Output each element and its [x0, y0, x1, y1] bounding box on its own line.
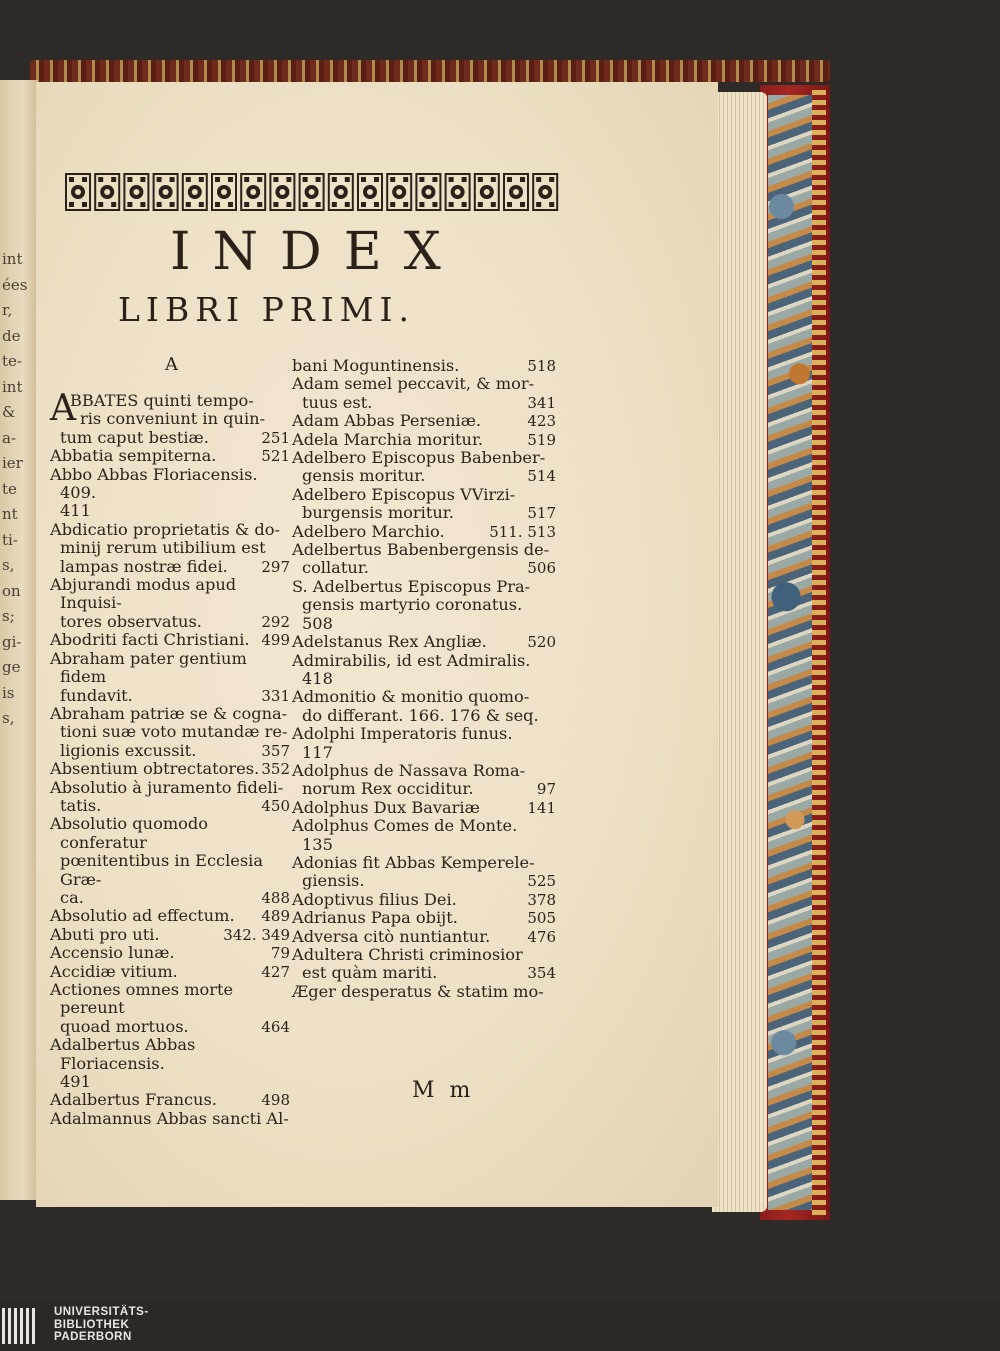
index-entry	[292, 725, 556, 762]
index-entry-page: 427	[261, 962, 290, 981]
index-entry-page: 357	[261, 741, 290, 760]
index-entry-text: Adolphus Comes de Monte. 135	[292, 816, 518, 854]
index-entry	[50, 650, 290, 705]
ornament-motif	[95, 174, 119, 210]
index-entry-page: 499	[261, 631, 290, 650]
left-margin-fragment: gi-	[2, 632, 22, 651]
index-entry-text: Absolutio à juramento fideli- tatis.	[50, 777, 284, 815]
index-entry	[50, 779, 290, 816]
index-entry-page: 517	[527, 504, 556, 523]
index-entry-text: Adoptivus filius Dei.	[292, 889, 457, 909]
index-entry	[292, 541, 556, 578]
index-entry-text: Adelbertus Babenbergensis de- collatur.	[292, 540, 550, 578]
left-margin-fragment: s,	[2, 556, 15, 574]
index-entry-text: Admonitio & monitio quomo- do differant. 166. 176 & seq.	[292, 687, 539, 725]
page-block-edges	[712, 92, 767, 1212]
left-margin-fragment: is	[2, 683, 15, 702]
index-entry-page: 342. 349	[223, 925, 290, 944]
index-entry-page: 520	[527, 633, 556, 652]
index-entry-text: Adalbertus Francus.	[50, 1090, 217, 1110]
left-margin-fragment: te	[2, 479, 17, 498]
index-entry	[50, 576, 290, 631]
page-title: INDEX	[170, 222, 463, 282]
index-entry	[292, 431, 556, 449]
ornament-motif	[183, 174, 207, 210]
index-entry-page: 354	[527, 964, 556, 983]
page-subtitle: LIBRI PRIMI.	[118, 290, 415, 329]
index-entry-text: Abbo Abbas Floriacensis. 409. 411	[50, 464, 258, 521]
left-margin-fragment: ées	[2, 275, 28, 294]
index-entry	[292, 854, 556, 891]
index-entry	[50, 1036, 290, 1091]
marbled-endpaper	[768, 95, 813, 1210]
index-entry	[50, 521, 290, 576]
index-entry-text: Adam Abbas Perseniæ.	[292, 411, 482, 431]
index-entry	[292, 523, 556, 541]
ornament-motif	[475, 174, 499, 210]
index-entry-page: 519	[527, 430, 556, 449]
index-entry-text: Adelbero Episcopus Babenber- gensis moritur.	[292, 448, 546, 486]
left-margin-fragment: &	[2, 403, 16, 421]
index-entry-page: 521	[261, 447, 290, 466]
ornament-motif	[241, 174, 265, 210]
index-entry	[50, 815, 290, 907]
left-facing-page	[0, 80, 38, 1200]
index-entry-page: 378	[527, 890, 556, 909]
index-entry-text: Adultera Christi criminosior est quàm mariti.	[292, 945, 523, 983]
index-entry-text: Æger desperatus & statim mo-	[292, 981, 544, 1001]
index-entry	[292, 633, 556, 651]
index-entry	[292, 486, 556, 523]
index-entry	[292, 652, 556, 689]
index-entry-text: Abbatia sempiterna.	[50, 446, 217, 466]
left-margin-fragment: te-	[2, 352, 22, 370]
index-entry	[292, 375, 556, 412]
left-margin-fragment: int	[2, 377, 23, 396]
ornament-motif	[300, 174, 324, 210]
index-entry	[50, 388, 290, 447]
index-entry	[50, 631, 290, 649]
library-footer	[0, 1300, 1000, 1351]
index-entry-page: 498	[261, 1091, 290, 1110]
index-column-right	[292, 357, 556, 1001]
left-margin-fragment: nt	[2, 505, 18, 523]
ornament-motif	[66, 174, 90, 210]
index-entry	[292, 799, 556, 817]
index-entry-page: 488	[261, 888, 290, 907]
index-entry-page: 489	[261, 907, 290, 926]
library-name-line-3: PADERBORN	[54, 1331, 132, 1343]
index-column-left	[50, 388, 290, 1128]
left-margin-fragment: s;	[2, 607, 15, 625]
index-entry-page: 518	[527, 357, 556, 375]
index-entry-page: 464	[261, 1017, 290, 1036]
left-margin-fragment: r,	[2, 301, 13, 319]
index-entry-page: 525	[527, 872, 556, 891]
index-entry-text: Accidiæ vitium.	[50, 961, 178, 981]
ornament-motif	[212, 174, 236, 210]
ornament-motif	[358, 174, 382, 210]
index-entry-page: 514	[527, 467, 556, 486]
left-margin-fragment: ge	[2, 658, 21, 676]
index-entry-text: BBATES quinti tempo- ris conveniunt in quin- tum caput bestiæ.	[60, 391, 266, 447]
index-entry-text: Abodriti facti Christiani.	[50, 630, 250, 650]
index-entry-page: 352	[261, 760, 290, 779]
index-entry	[292, 578, 556, 633]
index-entry-page: 97	[536, 780, 556, 799]
index-entry-text: Absentium obtrectatores.	[50, 759, 260, 779]
index-entry-text: Adolphi Imperatoris funus. 117	[292, 724, 513, 762]
index-entry	[292, 909, 556, 927]
ornament-motif	[329, 174, 353, 210]
index-entry	[50, 705, 290, 760]
index-entry	[292, 762, 556, 799]
index-entry	[292, 817, 556, 854]
index-entry-text: Adolphus Dux Bavariæ	[292, 797, 480, 817]
index-entry-text: Adversa citò nuntiantur.	[292, 926, 491, 946]
index-entry-page: 79	[270, 944, 290, 963]
gilt-border	[812, 90, 826, 1215]
index-entry-text: Adonias fit Abbas Kemperele- giensis.	[292, 852, 535, 891]
index-entry-text: Abraham patriæ se & cogna- tioni suæ voto mutandæ re- ligionis excussit.	[50, 703, 288, 760]
index-entry	[292, 449, 556, 486]
index-entry-page: 292	[261, 612, 290, 631]
index-entry-page: 251	[261, 428, 290, 447]
catchword: M m	[412, 1078, 475, 1103]
ornament-motif	[387, 174, 411, 210]
index-entry-text: Abraham pater gentium fidem fundavit.	[50, 648, 247, 705]
library-name-line-1: UNIVERSITÄTS-	[54, 1306, 149, 1318]
ornament-motif	[533, 174, 557, 210]
library-logo-icon	[0, 1306, 40, 1346]
left-margin-fragment: de	[2, 326, 21, 345]
index-entry-page: 341	[527, 393, 556, 412]
left-margin-fragment: int	[2, 250, 23, 268]
left-margin-fragment: on	[2, 581, 21, 600]
left-margin-fragment: s,	[2, 709, 15, 727]
index-entry	[292, 891, 556, 909]
index-entry-text: Adelbero Marchio.	[292, 521, 445, 541]
library-name-line-2: BIBLIOTHEK	[54, 1318, 130, 1331]
book-spine	[30, 60, 830, 82]
library-name	[54, 1306, 149, 1344]
index-entry	[50, 1091, 290, 1109]
index-entry	[50, 944, 290, 962]
index-entry	[50, 466, 290, 521]
index-entry	[292, 946, 556, 983]
index-entry-text: Abuti pro uti.	[50, 924, 160, 944]
index-entry-text: Adam semel peccavit, & mor- tuus est.	[292, 374, 535, 412]
ornament-band	[64, 170, 564, 214]
index-entry-text: Abdicatio proprietatis & do- minij rerum utibilium est lampas nostræ fidei.	[50, 519, 281, 576]
index-entry	[292, 688, 556, 725]
index-entry-text: Absolutio ad effectum.	[50, 906, 235, 926]
index-entry	[292, 357, 556, 375]
ornament-motif	[270, 174, 294, 210]
left-margin-fragment: ti-	[2, 530, 18, 549]
index-entry-page: 450	[261, 796, 290, 815]
index-entry-page: 423	[527, 412, 556, 431]
index-entry	[50, 1110, 290, 1128]
index-entry-text: Adalbertus Abbas Floriacensis. 491	[50, 1035, 196, 1092]
index-entry	[50, 981, 290, 1036]
index-entry-page: 506	[527, 559, 556, 578]
index-entry-text: S. Adelbertus Episcopus Pra- gensis martyrio coronatus. 508	[292, 576, 531, 633]
left-margin-fragment: a-	[2, 428, 17, 447]
index-entry	[50, 926, 290, 944]
index-entry-text: Adolphus de Nassava Roma- norum Rex occiditur.	[292, 760, 526, 799]
index-entry	[50, 760, 290, 778]
index-entry	[50, 447, 290, 465]
index-entry-page: 297	[261, 557, 290, 576]
index-entry-text: Abjurandi modus apud Inquisi- tores observatus.	[50, 575, 237, 631]
index-entry-page: 141	[527, 798, 556, 817]
section-letter: A	[165, 354, 178, 375]
drop-cap: A	[50, 388, 76, 429]
index-entry-text: bani Moguntinensis.	[292, 356, 460, 375]
index-entry-page: 476	[527, 927, 556, 946]
index-entry	[292, 983, 556, 1001]
ornament-motif	[446, 174, 470, 210]
index-entry	[50, 963, 290, 981]
index-entry-text: Adrianus Papa obijt.	[292, 908, 458, 928]
index-entry-page: 505	[527, 909, 556, 928]
index-entry-page: 511. 513	[489, 522, 556, 541]
index-entry-text: Adelbero Episcopus VVirzi- burgensis moritur.	[292, 484, 516, 523]
ornament-motif	[416, 174, 440, 210]
ornament-motif	[504, 174, 528, 210]
index-entry-text: Admirabilis, id est Admiralis. 418	[292, 650, 531, 688]
index-entry	[292, 412, 556, 430]
index-entry-text: Adelstanus Rex Angliæ.	[292, 632, 487, 652]
ornament-motif	[154, 174, 178, 210]
index-entry	[292, 928, 556, 946]
index-entry-text: Adalmannus Abbas sancti Al-	[50, 1108, 289, 1128]
ornament-motif	[124, 174, 148, 210]
index-entry-page: 331	[261, 686, 290, 705]
index-entry-text: Adela Marchia moritur.	[292, 429, 484, 449]
index-entry	[50, 907, 290, 925]
index-entry-text: Absolutio quomodo conferatur pœnitentibus in Ecclesia Græ- ca.	[50, 814, 263, 907]
index-entry-text: Actiones omnes morte pereunt quoad mortuos.	[50, 980, 234, 1036]
index-entry-text: Accensio lunæ.	[50, 943, 175, 963]
left-margin-fragment: ier	[2, 454, 23, 472]
